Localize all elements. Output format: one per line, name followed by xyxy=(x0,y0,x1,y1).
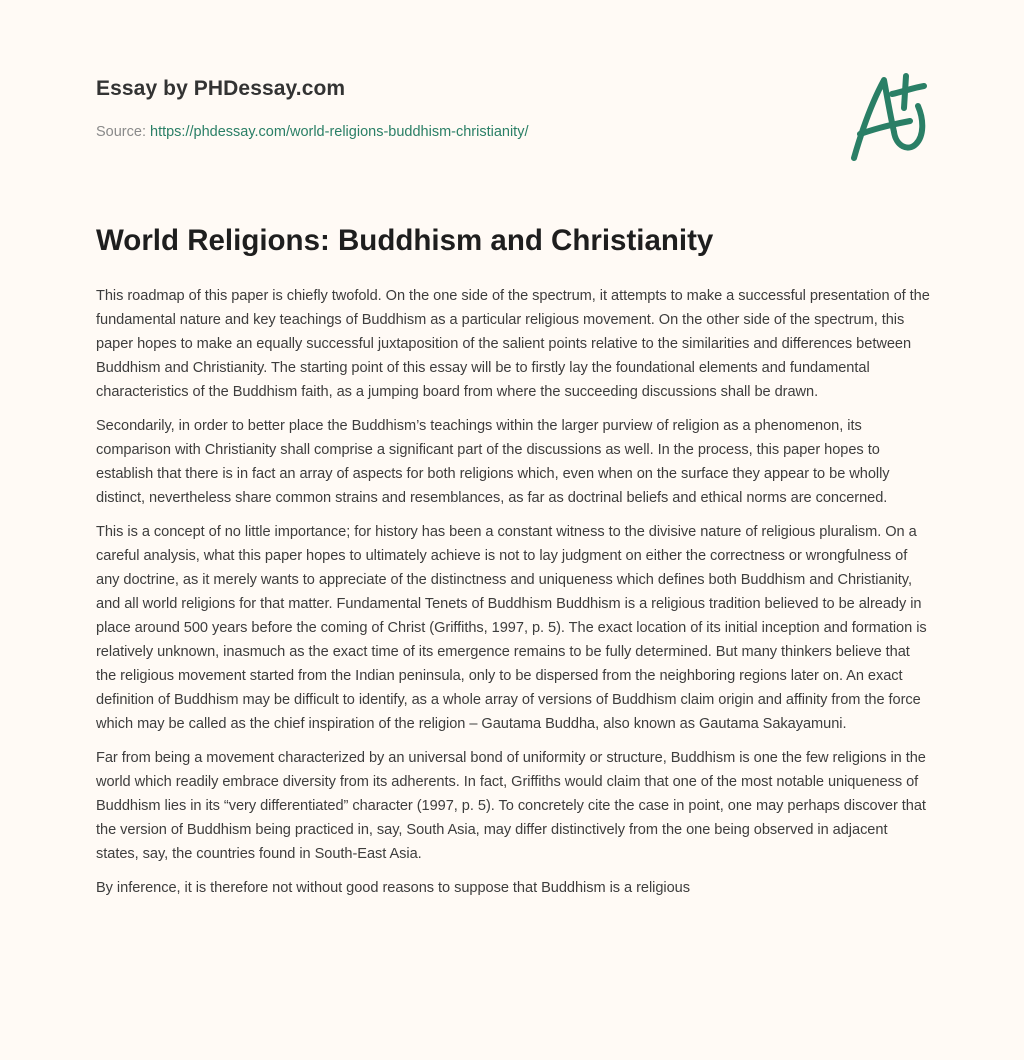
essay-title: World Religions: Buddhism and Christianity xyxy=(96,224,714,257)
essay-paragraph: This is a concept of no little importance; for history has been a constant witness to the divisive nature of religious pluralism. On a careful analysis, what this paper hopes to ultimately achieve is not to lay judgment on either the correctness or wrongfulness of any doctrine, as it merely wants to appreciate of the distinctness and uniqueness which defines both Buddhism and Christianity, and all world religions for that matter. Fundamental Tenets of Buddhism Buddhism is a religious tradition believed to be already in place around 500 years before the coming of Christ (Griffiths, 1997, p. 5). The exact location of its initial inception and formation is relatively unknown, inasmuch as the exact time of its emergence remains to be fully determined. But many thinkers believe that the religious movement started from the Indian peninsula, only to be dispersed from the neighboring regions later on. An exact definition of Buddhism may be difficult to identify, as a whole array of versions of Buddhism claim origin and affinity from the force which may be called as the chief inspiration of the religion – Gautama Buddha, also known as Gautama Sakayamuni. xyxy=(96,524,927,732)
essay-body xyxy=(96,284,930,910)
essay-paragraph: This roadmap of this paper is chiefly twofold. On the one side of the spectrum, it attempts to make a successful presentation of the fundamental nature and key teachings of Buddhism as a particular religious movement. On the other side of the spectrum, this paper hopes to make an equally successful juxtaposition of the salient points relative to the similarities and differences between Buddhism and Christianity. The starting point of this essay will be to firstly lay the foundational elements and fundamental characteristics of the Buddhism faith, as a jumping board from where the succeeding discussions shall be drawn. xyxy=(96,288,930,400)
source-line xyxy=(96,124,529,140)
site-title: Essay by PHDessay.com xyxy=(96,77,346,100)
source-link[interactable]: https://phdessay.com/world-religions-buddhism-christianity/ xyxy=(150,124,529,140)
essay-paragraph: Secondarily, in order to better place the Buddhism’s teachings within the larger purview of religion as a phenomenon, its comparison with Christianity shall comprise a significant part of the discussions as well. In the process, this paper hopes to establish that there is in fact an array of aspects for both religions which, even when on the surface they appear to be wholly distinct, nevertheless share common strains and resemblances, as far as doctrinal beliefs and ethical norms are concerned. xyxy=(96,418,890,506)
a-plus-grade-icon xyxy=(824,66,928,166)
source-label: Source: xyxy=(96,124,150,140)
essay-paragraph: By inference, it is therefore not without good reasons to suppose that Buddhism is a religious xyxy=(96,880,690,896)
essay-paragraph: Far from being a movement characterized by an universal bond of uniformity or structure, Buddhism is one the few religions in the world which readily embrace diversity from its adherents. In fact, Griffiths would claim that one of the most notable uniqueness of Buddhism lies in its “very differentiated” character (1997, p. 5). To concretely cite the case in point, one may perhaps discover that the version of Buddhism being practiced in, say, South Asia, may differ distinctively from the one being observed in adjacent states, say, the countries found in South-East Asia. xyxy=(96,750,926,862)
